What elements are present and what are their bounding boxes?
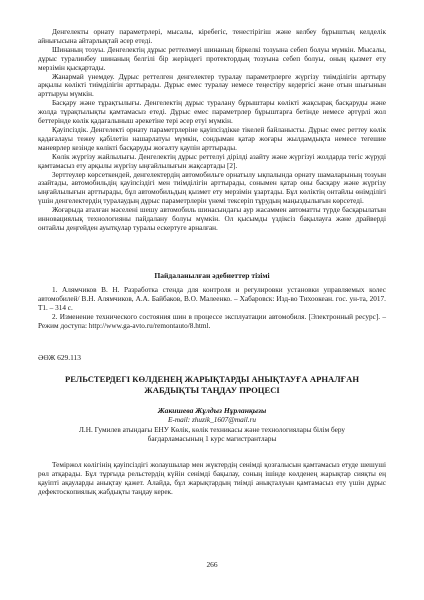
body-paragraph: Қауіпсіздік. Денгелекті орнату параметрлеріне қауіпсіздікке тікелей байланысты. Дұрыс емес реттеу көлік қадағалауы тежеу қабілетін нашарлатуы мүмкін, сондыман қатар жоғары жылдамдықта немесе тегешие маневрлер кезінде көлікті басқаруды жоғалту қаупін арттырады. <box>38 125 386 152</box>
reference-item: 2. Изменение технического состояния шин в процессе эксплуатации автомобиля. [Электронный ресурс]. – Режим доступа: http://www.ga-avto.ru/remontauto/8.html. <box>38 312 386 330</box>
udc-code: ӘӨЖ 629.113 <box>38 353 81 362</box>
page-number: 266 <box>206 560 218 569</box>
article-title: РЕЛЬСТЕРДЕГІ КӨЛДЕНЕҢ ЖАРЫҚТАРДЫ АНЫҚТАУҒА АРНАЛҒАН ЖАБДЫҚТЫ ТАҢДАУ ПРОЦЕСІ <box>64 374 360 395</box>
body-paragraph: Денгелекты орнату параметрлері, мысалы, кіребегіс, тенестірігіш және келбеу бұрыштың келделік айнығысына айтарлықтай әсер етеді. <box>38 28 386 45</box>
body-paragraph: Басқару және тұрақтылығы. Денгелектің дұрыс туралану бұрыштары көлікті жақсырақ басқаруды және жолда тұрақтылықты қамтамасыз етеді. Дұрыс емес параметрлер бұрыштарға бетінде немесе әртүрлі жол беттерінде көлік қадағалыныш әрекетіне тері әсер етуі мүмкін. <box>38 99 386 126</box>
author-email: E-mail: zhuzik_1607@mail.ru <box>167 416 257 424</box>
body-paragraph: Көлік жүргізу жайлылығы. Денгелектің дұрыс реттелуі дірілді азайту және жүргізуі жолдарда тегіс жүруді қамтамасыз ету арқылы жүргізу ыңғайлылығын жақсартады [2]. <box>38 152 386 170</box>
body-paragraph: Жоғарыда аталған мәселені шешу автомобиль шинасындағы аур жасаммен автоматты түрде басқарылатын инновациялық технологияны пайдалану болуы мүмкін. Ол қысымды үздіксіз бақылауға және драйверді онтайлы деңгейден ауытқулар туралы ескертуге арналған. <box>38 206 386 232</box>
references-list <box>38 286 386 331</box>
abstract-paragraph: Теміржол көлігінің қауіпсіздігі жолаушылар мен жүктердің сенімді қозғалысын қамтамасыз етуде шешуші рөл атқарады. Бұл тұрғыда рельстердің күйін сенімді бақылау, соның ішінде көлденең жарықтар сияқты ең қауіпті ақауларды анықтау қажет. Алайда, бұл жарықтардың тиімді анықталуын қамтамасыз ету үшін дұрыс дефектоскопиялық жабдықты таңдау керек. <box>38 461 386 496</box>
body-paragraph: Зерттеулер көрсеткендей, денгелектердің автомобильге орнатылу ықпалында орнату шамаларының тозуын азайтады, автомобильдің қауіпсіздігі мен тиімділігін арттырады, сонымен қатар оны басқару және жүргізу ыңғайлылығын арттырады, бұл автомобильдың қызмет ету мерзімін ұзартады. Бұл көліктің онтайлы өнімділігі үшін денгелектердің туралаудың дұрыс параметрлерін үнемі тексеріп тұрудың маңыздылығын көрсетеді. <box>38 170 386 206</box>
body-text <box>38 28 386 233</box>
references-heading: Пайдаланылған әдебиеттер тізімі <box>154 271 270 280</box>
author-affiliation: Л.Н. Гумилев атындағы ЕНУ Көлік, көлік техникасы және технологиялары білім беру бағдарламасының 1 курс магистрантлары <box>79 426 345 443</box>
author-name: Жакишева Жұлдыз Нұрланқызы <box>157 406 267 415</box>
body-paragraph: Шинаның тозуы. Денгелектің дұрыс реттелмеуі шинаның біркелкі тозуына себеп болуы мүмкін. Мысалы, дұрыс туралинбеу шинаның белгілі бір жеріндегі протектордың тозуына себеп болуы, оның қызмет ету мерзімін қысқартады. <box>38 45 386 72</box>
reference-item: 1. Алямчиков В. Н. Разработка стенда для контроля и регулировки установки управляемых колес автомобилей/ В.Н. Алямчиков, А.А. Байбаков, В.О. Малеенко. – Хабаровск: Изд-во Тихоокеан. гос. ун-та, 2017. Т1. – 314 с. <box>38 286 386 312</box>
body-paragraph: Жанармай үнемдеу. Дұрыс реттелген денгелектер туралау параметрлерге жүргізу тиімділігін арттыру арқылы көлікті тиімділігін арттырады. Дұрыс емес туралау немесе теңестіру кедергісі және отын шығынын арттыруы мүмкін. <box>38 72 386 99</box>
